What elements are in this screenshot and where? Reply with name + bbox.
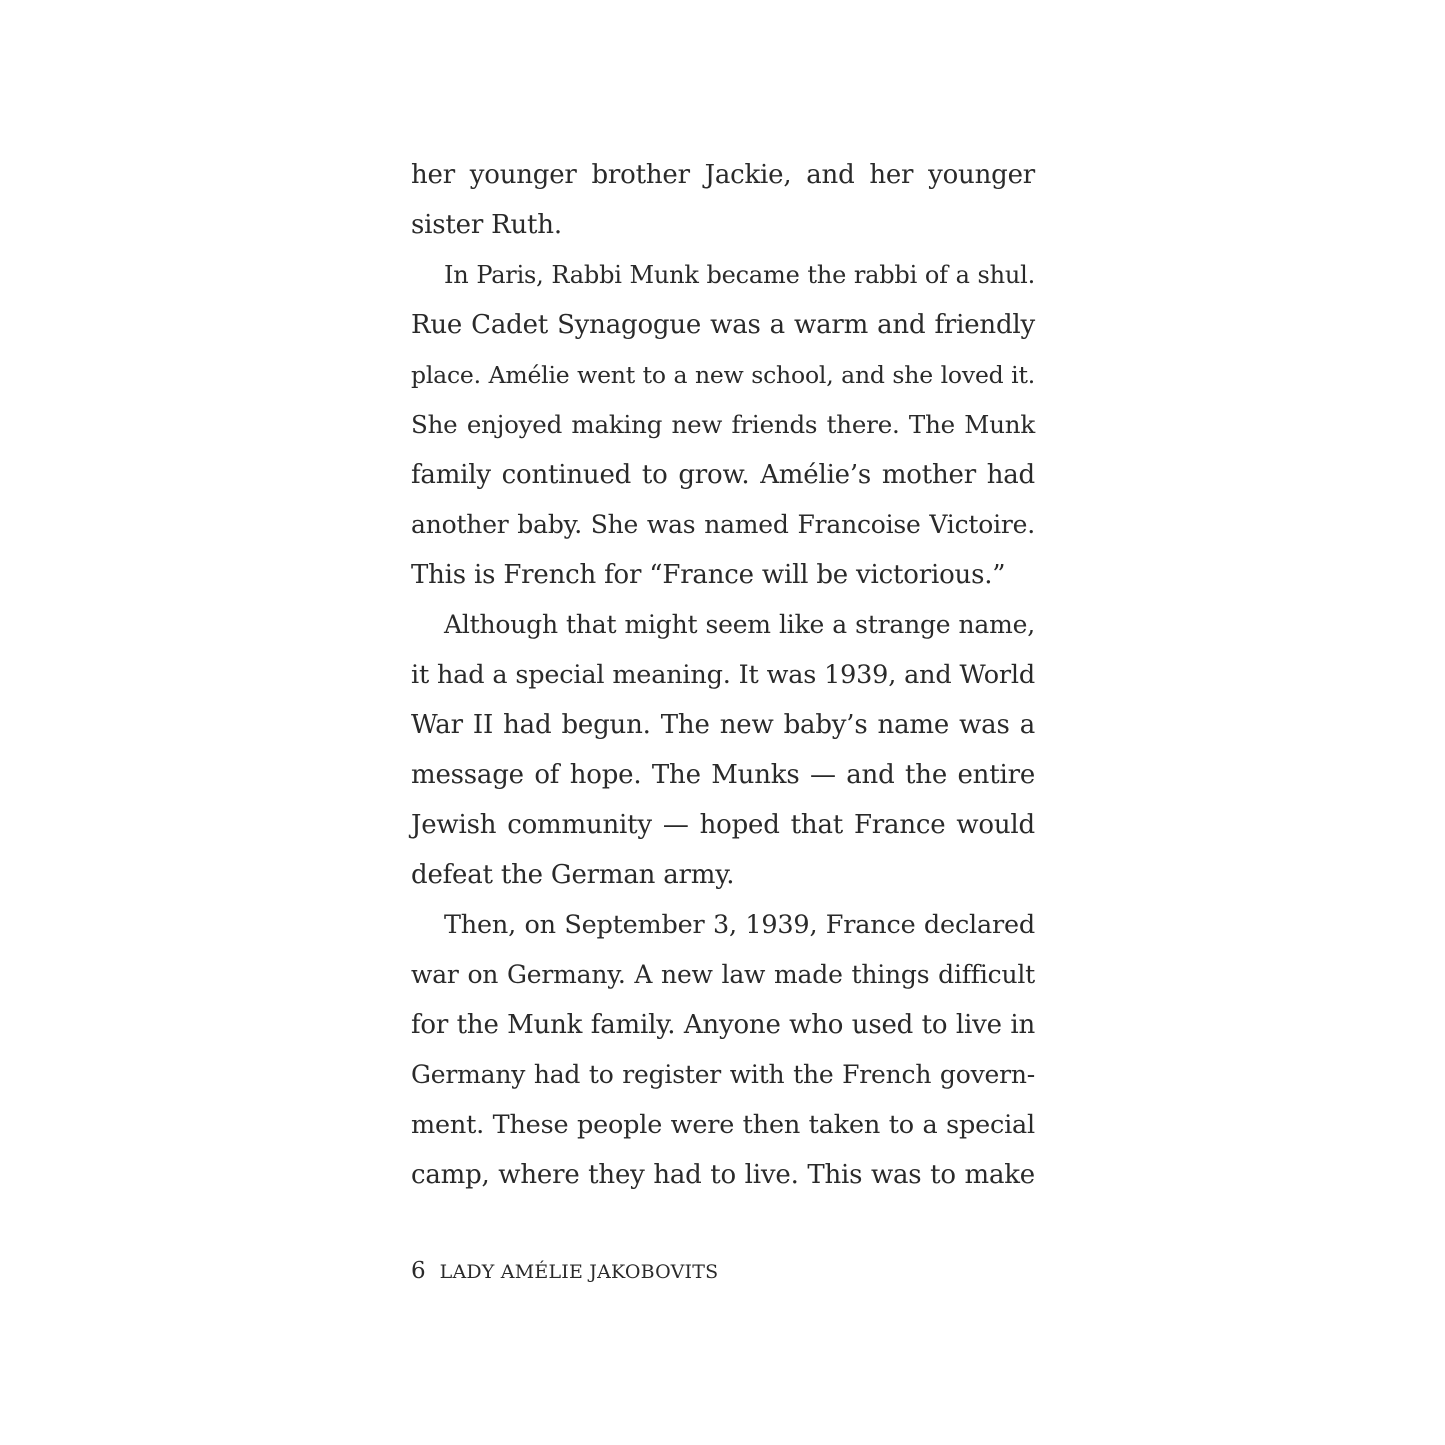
text-line: it had a special meaning. It was 1939, and World — [411, 660, 1035, 690]
text-line: message of hope. The Munks — and the entire — [411, 760, 1035, 790]
text-line: Germany had to register with the French govern- — [411, 1060, 1035, 1089]
text-line: ment. These people were then taken to a special — [411, 1110, 1035, 1140]
book-page — [411, 0, 1035, 1445]
text-line: Jewish community — hoped that France would — [411, 810, 1035, 840]
text-line: another baby. She was named Francoise Victoire. — [411, 510, 1035, 539]
text-line: In Paris, Rabbi Munk became the rabbi of a shul. — [444, 261, 1035, 289]
text-line: sister Ruth. — [411, 210, 562, 240]
text-line: her younger brother Jackie, and her younger — [411, 160, 1035, 190]
text-line: family continued to grow. Amélie’s mother had — [411, 460, 1035, 490]
page-footer — [411, 1254, 718, 1288]
text-line: defeat the German army. — [411, 860, 735, 890]
text-line: Then, on September 3, 1939, France declared — [444, 910, 1035, 940]
text-line: place. Amélie went to a new school, and she loved it. — [411, 361, 1035, 389]
text-line: for the Munk family. Anyone who used to live in — [411, 1010, 1035, 1040]
text-line: Rue Cadet Synagogue was a warm and friendly — [411, 310, 1035, 340]
text-line: This is French for “France will be victorious.” — [411, 560, 1006, 590]
text-line: war on Germany. A new law made things difficult — [411, 960, 1035, 989]
page-number: 6 — [411, 1258, 426, 1284]
running-head: LADY AMÉLIE JAKOBOVITS — [439, 1261, 719, 1283]
text-line: War II had begun. The new baby’s name was a — [411, 710, 1035, 740]
text-line: Although that might seem like a strange name, — [444, 610, 1035, 639]
text-line: She enjoyed making new friends there. The Munk — [411, 410, 1035, 439]
text-line: camp, where they had to live. This was to make — [411, 1160, 1035, 1190]
